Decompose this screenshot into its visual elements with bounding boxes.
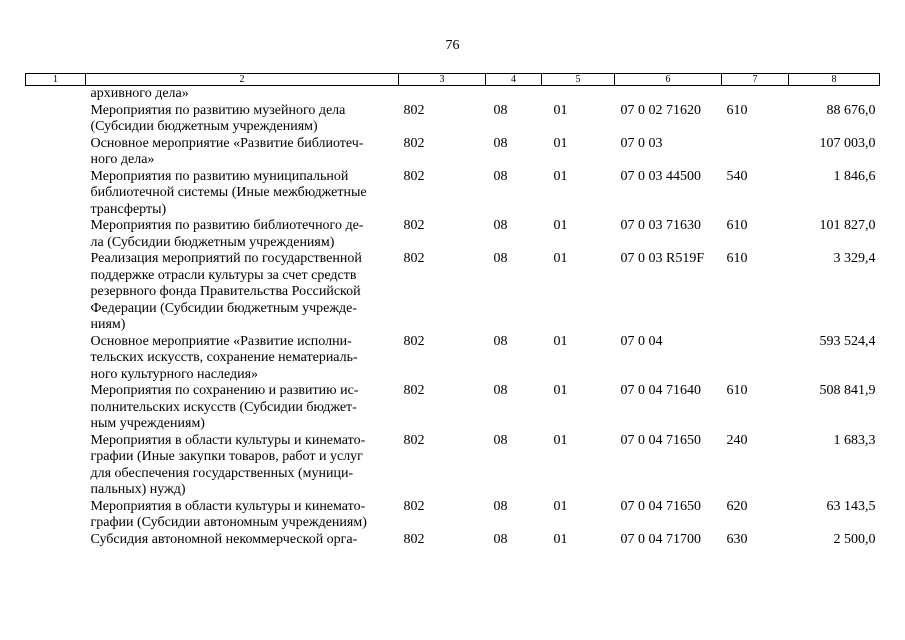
row-grbs: 802: [403, 432, 425, 448]
row-name: Мероприятия по развитию муниципальной библиотечной системы (Иные межбюджетные трансферты): [90, 168, 367, 217]
row-name: Мероприятия по развитию музейного дела (Субсидии бюджетным учреждениям): [90, 102, 346, 134]
row-target-article: 07 0 03 R519F: [620, 251, 705, 266]
row-section: 08: [493, 135, 508, 151]
row-sum: [789, 86, 880, 103]
header-col-4: 4: [486, 74, 542, 86]
row-name: Субсидия автономной некоммерческой орга-: [90, 531, 358, 547]
header-col-1: 1: [26, 74, 86, 86]
row-grbs: 802: [403, 333, 425, 349]
header-row: [26, 74, 880, 86]
row-name: Реализация мероприятий по государственной поддержке отрасли культуры за счет средств резервного фонда Правительства Российской Федерации (Субсидии бюджетным учрежде- ниям): [90, 251, 362, 332]
row-expense-type: 610: [726, 218, 748, 233]
row-name: архивного дела»: [90, 86, 189, 101]
table-row: [26, 383, 880, 433]
row-expense-type: 610: [726, 251, 748, 266]
row-target-article: 07 0 03 71630: [620, 218, 701, 233]
table-row: [26, 86, 880, 103]
row-grbs: 802: [403, 135, 425, 151]
row-subsection: 01: [553, 432, 568, 448]
row-expense-type: 620: [726, 498, 748, 514]
header-col-8: 8: [789, 74, 880, 86]
row-expense-type: [722, 334, 789, 384]
row-sum: 88 676,0: [826, 102, 876, 118]
page-number: 76: [445, 38, 460, 53]
row-target-article: 07 0 04 71650: [620, 498, 701, 514]
row-subsection: 01: [553, 218, 568, 233]
row-target-article: 07 0 02 71620: [620, 102, 701, 118]
row-grbs: 802: [403, 168, 425, 184]
table-row: [26, 433, 880, 499]
row-grbs: [399, 86, 486, 103]
budget-table: [25, 73, 880, 548]
row-section: 08: [493, 333, 508, 349]
row-subsection: 01: [553, 168, 568, 184]
row-name: Основное мероприятие «Развитие библиотеч- ного дела»: [90, 135, 364, 167]
row-expense-type: 240: [726, 432, 748, 448]
row-subsection: 01: [553, 251, 568, 266]
row-sum: 107 003,0: [819, 135, 876, 151]
row-sum: 1 846,6: [833, 168, 876, 184]
table-row: [26, 136, 880, 169]
row-sum: 1 683,3: [833, 432, 876, 448]
row-subsection: 01: [553, 135, 568, 151]
row-target-article: 07 0 04 71650: [620, 432, 701, 448]
row-expense-type: 610: [726, 102, 748, 118]
row-section: 08: [493, 531, 508, 547]
table-row: [26, 532, 880, 549]
row-sum: 101 827,0: [819, 218, 876, 233]
row-subsection: 01: [553, 498, 568, 514]
header-col-2: 2: [86, 74, 399, 86]
table-row: [26, 251, 880, 334]
row-sum: 593 524,4: [819, 333, 876, 349]
row-section: 08: [493, 218, 508, 233]
row-grbs: 802: [403, 218, 425, 233]
table-row: [26, 103, 880, 136]
row-section: 08: [493, 498, 508, 514]
table-row: [26, 169, 880, 219]
row-sum: 63 143,5: [826, 498, 876, 514]
row-section: 08: [493, 383, 508, 398]
row-grbs: 802: [403, 531, 425, 547]
row-target-article: 07 0 04: [620, 333, 663, 349]
header-col-7: 7: [722, 74, 789, 86]
row-subsection: 01: [553, 333, 568, 349]
row-sum: 508 841,9: [819, 383, 876, 398]
row-expense-type: [722, 136, 789, 169]
row-name: Мероприятия в области культуры и кинемато- графии (Субсидии автономным учреждениям): [90, 498, 367, 530]
row-section: 08: [493, 251, 508, 266]
row-grbs: 802: [403, 383, 425, 398]
row-section: [486, 86, 542, 103]
table-body: [26, 86, 880, 549]
table-row: [26, 218, 880, 251]
row-subsection: 01: [553, 531, 568, 547]
row-expense-type: 610: [726, 383, 748, 398]
row-section: 08: [493, 102, 508, 118]
row-expense-type: [722, 86, 789, 103]
table-row: [26, 499, 880, 532]
row-grbs: 802: [403, 251, 425, 266]
header-col-3: 3: [399, 74, 486, 86]
row-name: Мероприятия по развитию библиотечного де- ла (Субсидии бюджетным учреждениям): [90, 218, 364, 250]
row-name: Мероприятия в области культуры и кинемато- графии (Иные закупки товаров, работ и услуг для обеспечения государственных (муници- пальных) нужд): [90, 432, 366, 497]
row-expense-type: 630: [726, 531, 748, 547]
row-target-article: [615, 86, 722, 103]
row-subsection: 01: [553, 102, 568, 118]
row-target-article: 07 0 04 71700: [620, 531, 701, 547]
row-target-article: 07 0 03: [620, 135, 663, 151]
row-subsection: 01: [553, 383, 568, 398]
header-col-6: 6: [615, 74, 722, 86]
table-row: [26, 334, 880, 384]
row-section: 08: [493, 432, 508, 448]
table-header: [26, 74, 880, 86]
row-expense-type: 540: [726, 168, 748, 184]
row-name: Основное мероприятие «Развитие исполни- тельских искусств, сохранение нематериаль- ного культурного наследия»: [90, 333, 358, 382]
row-section: 08: [493, 168, 508, 184]
row-name: Мероприятия по сохранению и развитию ис- полнительских искусств (Субсидии бюджет- ным учреждениям): [90, 383, 359, 431]
row-target-article: 07 0 04 71640: [620, 383, 701, 398]
row-target-article: 07 0 03 44500: [620, 168, 701, 184]
row-grbs: 802: [403, 498, 425, 514]
row-sum: 3 329,4: [833, 251, 876, 266]
row-sum: 2 500,0: [833, 531, 876, 547]
header-col-5: 5: [542, 74, 615, 86]
row-subsection: [542, 86, 615, 103]
row-grbs: 802: [403, 102, 425, 118]
